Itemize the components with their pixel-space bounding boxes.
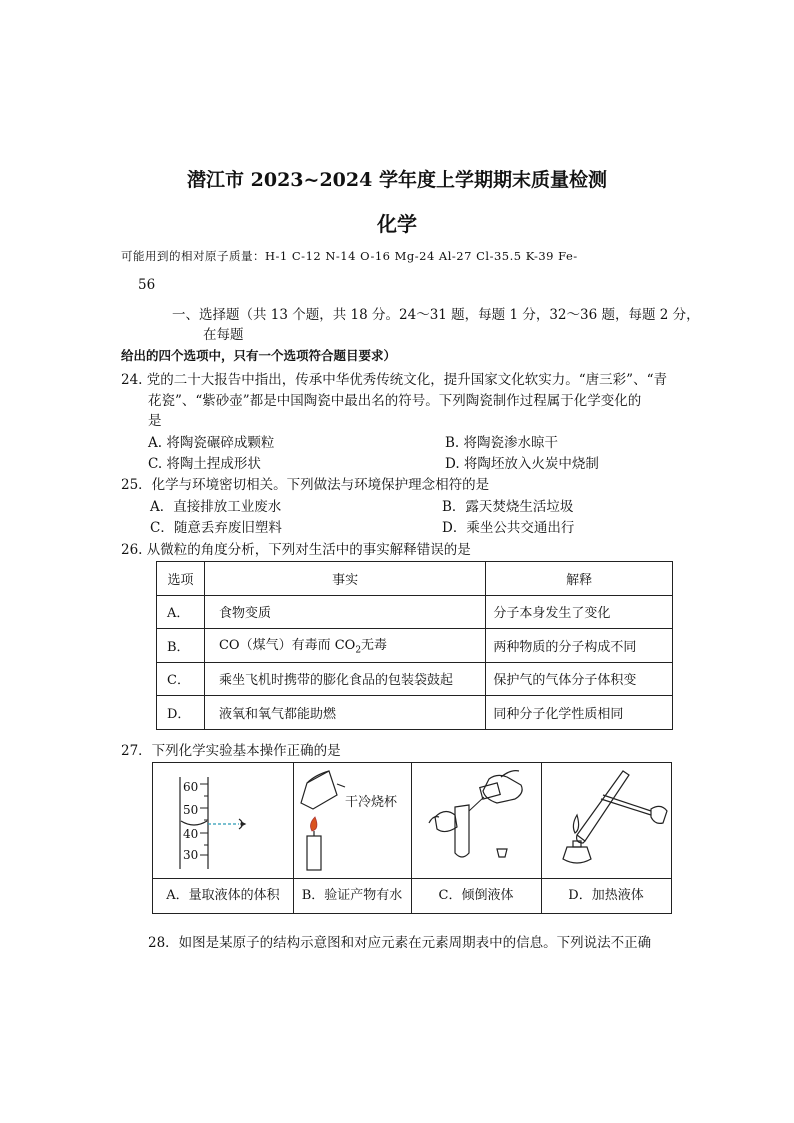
lab-cell-a xyxy=(153,763,294,913)
fact-text: CO（煤气）有毒而 CO xyxy=(218,638,356,654)
subject-title: 化学 xyxy=(377,212,417,236)
q24-option-a: A. 将陶瓷碾碎成颗粒 xyxy=(148,435,275,451)
row-fact xyxy=(204,629,485,663)
eye-pupil-icon xyxy=(240,822,243,825)
row-explanation: 两种物质的分子构成不同 xyxy=(486,629,673,663)
header-option: 选项 xyxy=(157,562,205,596)
stopper-icon xyxy=(497,849,507,857)
row-option: B． xyxy=(157,629,205,663)
heating-liquid-illustration xyxy=(541,763,671,879)
atomic-masses-line2: 56 xyxy=(138,277,156,293)
q28-stem: 28．如图是某原子的结构示意图和对应元素在元素周期表中的信息。下列说法不正确 xyxy=(148,935,652,951)
caption-c: C．倾倒液体 xyxy=(411,878,541,913)
q26-stem: 26. 从微粒的角度分析，下列对生活中的事实解释错误的是 xyxy=(121,542,471,558)
q25-option-b: B．露天焚烧生活垃圾 xyxy=(442,499,574,515)
header-explanation: 解释 xyxy=(486,562,673,596)
flame-icon xyxy=(573,815,578,833)
q24-option-b: B. 将陶瓷渗水晾干 xyxy=(445,435,559,451)
fact-text-end: 无毒 xyxy=(361,638,388,654)
row-explanation: 保护气的气体分子体积变 xyxy=(486,662,673,696)
q24-option-d: D. 将陶坯放入火炭中烧制 xyxy=(445,456,599,472)
exam-title: 潜江市 2023~2024 学年度上学期期末质量检测 xyxy=(187,169,607,191)
q25-option-a: A．直接排放工业废水 xyxy=(150,499,282,515)
row-explanation: 同种分子化学性质相同 xyxy=(486,696,673,730)
row-fact: 液氧和氧气都能助燃 xyxy=(204,696,485,730)
test-tube-icon xyxy=(455,805,469,857)
atomic-masses-line1: 可能用到的相对原子质量：H-1 C-12 N-14 O-16 Mg-24 Al-27 Cl-35.5 K-39 Fe- xyxy=(121,249,578,263)
table-row xyxy=(157,696,673,730)
fact-subscript: 2 xyxy=(355,646,362,657)
lab-cell-b xyxy=(293,763,412,913)
section-heading-line3: 给出的四个选项中，只有一个选项符合题目要求） xyxy=(121,348,397,363)
section-heading-line2: 在每题 xyxy=(203,327,244,343)
q26-table xyxy=(156,561,673,730)
graduated-cylinder-illustration xyxy=(153,763,293,879)
candle-icon xyxy=(307,836,321,870)
lab-cell-d xyxy=(541,763,671,913)
tick-label: 30 xyxy=(183,848,199,862)
q27-stem: 27．下列化学实验基本操作正确的是 xyxy=(121,743,341,759)
row-fact: 乘坐飞机时携带的膨化食品的包装袋鼓起 xyxy=(204,662,485,696)
q25-option-c: C．随意丢弃废旧塑料 xyxy=(150,520,282,536)
table-row xyxy=(157,595,673,629)
table-row xyxy=(157,662,673,696)
row-option: D． xyxy=(157,696,205,730)
q24-option-c: C. 将陶土捏成形状 xyxy=(148,456,261,472)
tick-label: 40 xyxy=(183,827,199,841)
q24-line3: 是 xyxy=(148,413,162,429)
pouring-liquid-illustration xyxy=(411,763,541,879)
tick-label: 50 xyxy=(183,803,199,817)
alcohol-lamp-icon xyxy=(563,847,591,863)
q25-stem: 25．化学与环境密切相关。下列做法与环境保护理念相符的是 xyxy=(121,477,490,493)
flame-icon xyxy=(311,817,317,831)
section-heading-line1: 一、选择题（共 13 个题，共 18 分。24～31 题，每题 1 分，32～36 题，每题 2 分， xyxy=(172,307,700,323)
q24-line1: 24. 党的二十大报告中指出，传承中华优秀传统文化，提升国家文化软实力。“唐三彩”、“青 xyxy=(121,372,667,388)
beaker-label: 干冷烧杯 xyxy=(345,795,398,810)
beaker-candle-illustration xyxy=(293,763,411,879)
q25-option-d: D．乘坐公共交通出行 xyxy=(442,520,575,536)
table-header-row xyxy=(157,562,673,596)
row-option: A． xyxy=(157,595,205,629)
header-fact: 事实 xyxy=(204,562,485,596)
tube-holder-icon xyxy=(601,799,651,815)
caption-b: B．验证产物有水 xyxy=(293,878,411,913)
lab-cell-c xyxy=(411,763,542,913)
table-row xyxy=(157,629,673,663)
row-option: C． xyxy=(157,662,205,696)
caption-d: D．加热液体 xyxy=(541,878,671,913)
row-fact: 食物变质 xyxy=(204,595,485,629)
q24-line2: 花瓷”、“紫砂壶”都是中国陶瓷中最出名的符号。下列陶瓷制作过程属于化学变化的 xyxy=(148,393,642,409)
caption-a: A．量取液体的体积 xyxy=(153,878,293,913)
lab-operations-figure xyxy=(152,762,672,914)
row-explanation: 分子本身发生了变化 xyxy=(486,595,673,629)
tick-label: 60 xyxy=(183,780,199,794)
